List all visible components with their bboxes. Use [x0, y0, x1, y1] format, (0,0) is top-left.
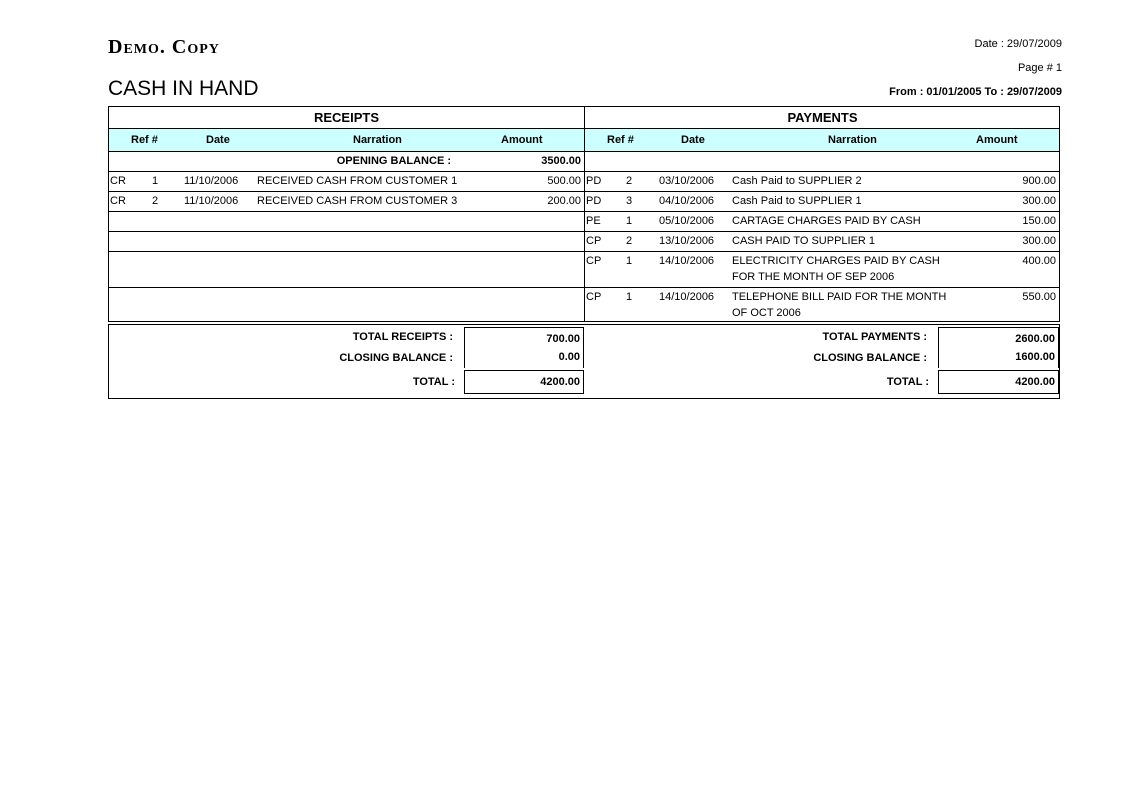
page-number: Page # 1 [1017, 62, 1062, 74]
receipt-amount: 200.00 [547, 195, 581, 207]
receipts-col-narration: Narration [353, 134, 402, 146]
receipt-amount: 500.00 [547, 175, 581, 187]
receipt-ref: 2 [152, 195, 159, 207]
total-receipts-value: 700.00 [464, 327, 584, 348]
payment-narration: ELECTRICITY CHARGES PAID BY CASH [732, 255, 940, 267]
payment-ref: 2 [626, 235, 633, 247]
payment-amount: 300.00 [1022, 195, 1056, 207]
total-receipts-label: TOTAL RECEIPTS : [352, 331, 453, 343]
payments-col-date: Date [681, 134, 705, 146]
payment-ref: 1 [626, 291, 633, 303]
demo-copy-watermark: Demo. Copy [108, 36, 220, 58]
receipt-date: 11/10/2006 [184, 175, 239, 187]
receipt-date: 11/10/2006 [184, 195, 239, 207]
payment-narration: CASH PAID TO SUPPLIER 1 [732, 235, 876, 247]
payments-col-narration: Narration [828, 134, 877, 146]
payment-date: 13/10/2006 [659, 235, 715, 247]
total-label: TOTAL : [886, 376, 929, 388]
receipt-type: CR [110, 175, 126, 187]
closing-balance-value: 1600.00 [938, 348, 1059, 368]
payment-type: PD [586, 195, 602, 207]
payments-col-ref: Ref # [607, 134, 634, 146]
payment-ref: 1 [626, 215, 633, 227]
payment-ref: 1 [626, 255, 633, 267]
payment-type: CP [586, 235, 602, 247]
payment-type: CP [586, 255, 602, 267]
payment-amount: 300.00 [1022, 235, 1056, 247]
receipt-ref: 1 [152, 175, 159, 187]
totals-section [108, 324, 1060, 399]
payment-narration-line2: FOR THE MONTH OF SEP 2006 [732, 271, 895, 283]
total-payments-value: 2600.00 [938, 327, 1059, 348]
payment-type: PD [586, 175, 602, 187]
payment-amount: 150.00 [1022, 215, 1056, 227]
payment-narration: Cash Paid to SUPPLIER 1 [732, 195, 862, 207]
closing-balance-label: CLOSING BALANCE : [813, 352, 927, 364]
receipts-col-amount: Amount [501, 134, 543, 146]
total-value: 4200.00 [464, 370, 584, 394]
ledger-table [108, 106, 1060, 322]
receipt-type: CR [110, 195, 126, 207]
receipts-col-date: Date [206, 134, 230, 146]
payment-date: 14/10/2006 [659, 255, 715, 267]
payment-ref: 3 [626, 195, 633, 207]
receipt-narration: RECEIVED CASH FROM CUSTOMER 3 [257, 195, 458, 207]
payments-title: PAYMENTS [787, 110, 858, 125]
payment-date: 03/10/2006 [659, 175, 715, 187]
closing-balance-value: 0.00 [464, 348, 584, 368]
report-period: From : 01/01/2005 To : 29/07/2009 [889, 86, 1062, 98]
opening-balance-label: OPENING BALANCE : [336, 155, 451, 167]
opening-balance-amount: 3500.00 [541, 155, 581, 167]
payment-date: 05/10/2006 [659, 215, 715, 227]
payment-narration: TELEPHONE BILL PAID FOR THE MONTH [732, 291, 947, 303]
payment-narration-line2: OF OCT 2006 [732, 307, 801, 319]
total-payments-label: TOTAL PAYMENTS : [822, 331, 927, 343]
payments-col-amount: Amount [976, 134, 1018, 146]
payment-date: 04/10/2006 [659, 195, 715, 207]
payment-amount: 400.00 [1022, 255, 1056, 267]
report-title: CASH IN HAND [108, 77, 259, 100]
payment-type: CP [586, 291, 602, 303]
payment-narration: CARTAGE CHARGES PAID BY CASH [732, 215, 921, 227]
payment-type: PE [586, 215, 601, 227]
report-date: Date : 29/07/2009 [974, 38, 1062, 50]
total-label: TOTAL : [412, 376, 455, 388]
center-divider [584, 107, 585, 321]
payment-date: 14/10/2006 [659, 291, 715, 303]
payment-narration: Cash Paid to SUPPLIER 2 [732, 175, 862, 187]
receipts-title: RECEIPTS [313, 110, 379, 125]
payment-amount: 900.00 [1022, 175, 1056, 187]
closing-balance-label: CLOSING BALANCE : [339, 352, 453, 364]
payment-amount: 550.00 [1022, 291, 1056, 303]
receipts-col-ref: Ref # [131, 134, 158, 146]
payment-ref: 2 [626, 175, 633, 187]
receipt-narration: RECEIVED CASH FROM CUSTOMER 1 [257, 175, 458, 187]
total-value: 4200.00 [938, 370, 1059, 394]
